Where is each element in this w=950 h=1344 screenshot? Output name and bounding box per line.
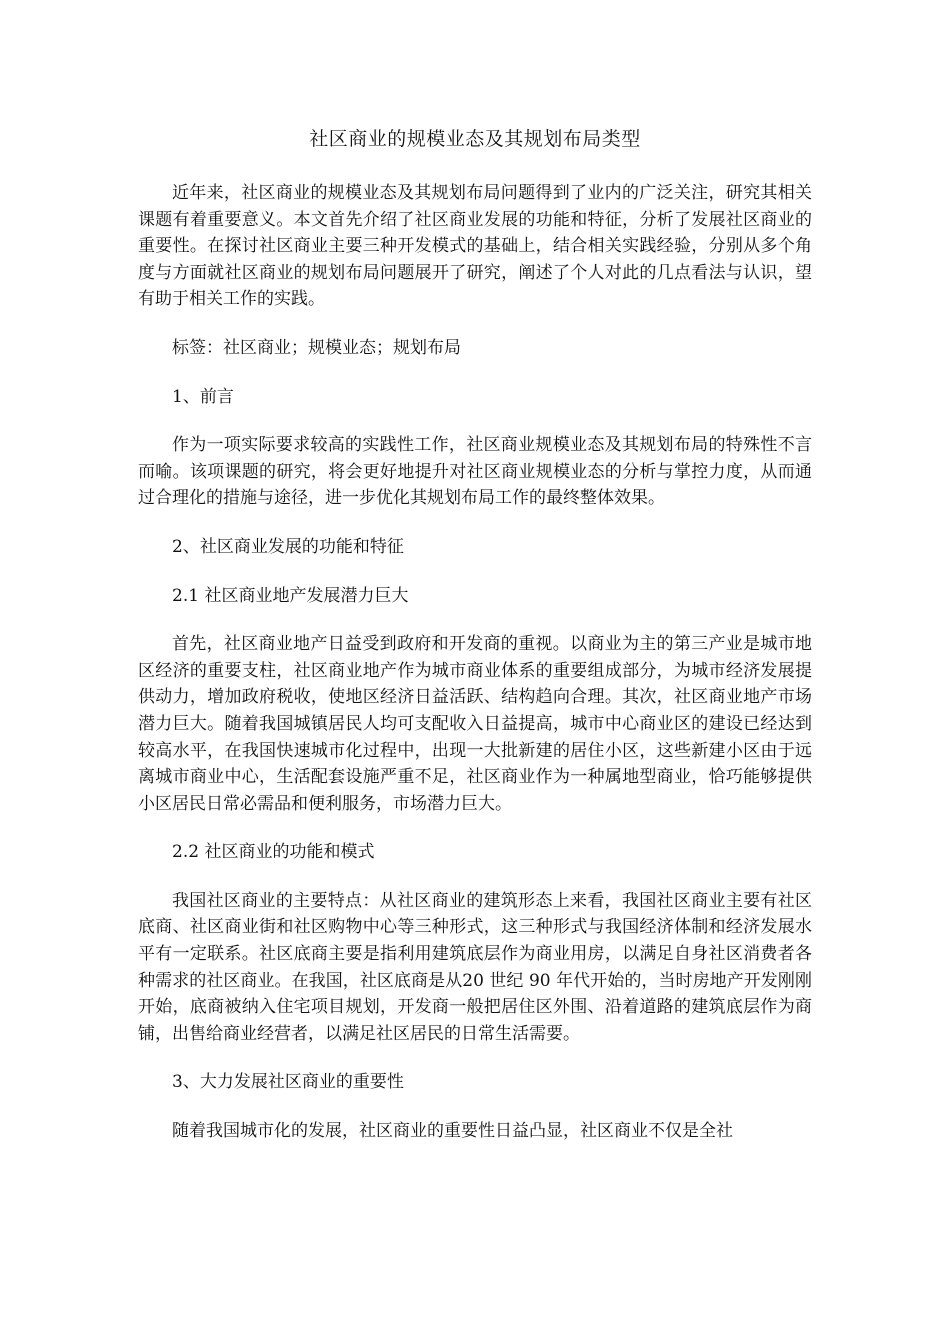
- subsection-paragraph-2-2: 我国社区商业的主要特点：从社区商业的建筑形态上来看，我国社区商业主要有社区底商、社区商业街和社区购物中心等三种形式，这三种形式与我国经济体制和经济发展水平有一定联系。社区底商主要是指利用建筑底层作为商业用房，以满足自身社区消费者各种需求的社区商业。在我国，社区底商是从20 世纪 90 年代开始的，当时房地产开发刚刚开始，底商被纳入住宅项目规划，开发商一般把居住区外围、沿着道路的建筑底层作为商铺，出售给商业经营者，以满足社区居民的日常生活需要。: [138, 890, 812, 1044]
- section-heading-3: 3、大力发展社区商业的重要性: [172, 1072, 404, 1093]
- abstract-paragraph: 近年来，社区商业的规模业态及其规划布局问题得到了业内的广泛关注，研究其相关课题有着重要意义。本文首先介绍了社区商业发展的功能和特征，分析了发展社区商业的重要性。在探讨社区商业主要三种开发模式的基础上，结合相关实践经验，分别从多个角度与方面就社区商业的规划布局问题展开了研究，阐述了个人对此的几点看法与认识，望有助于相关工作的实践。: [138, 183, 812, 310]
- section-heading-2: 2、社区商业发展的功能和特征: [172, 536, 404, 557]
- section-heading-1: 1、前言: [172, 386, 234, 407]
- subsection-paragraph-2-1: 首先，社区商业地产日益受到政府和开发商的重视。以商业为主的第三产业是城市地区经济的重要支柱，社区商业地产作为城市商业体系的重要组成部分，为城市经济发展提供动力，增加政府税收，使地区经济日益活跃、结构趋向合理。其次，社区商业地产市场潜力巨大。随着我国城镇居民人均可支配收入日益提高，城市中心商业区的建设已经达到较高水平，在我国快速城市化过程中，出现一大批新建的居住小区，这些新建小区由于远离城市商业中心，生活配套设施严重不足，社区商业作为一种属地型商业，恰巧能够提供小区居民日常必需品和便利服务，市场潜力巨大。: [138, 634, 812, 814]
- keywords-line: 标签：社区商业；规模业态；规划布局: [172, 337, 461, 358]
- document-title: 社区商业的规模业态及其规划布局类型: [309, 128, 641, 150]
- subsection-heading-2-1: 2.1 社区商业地产发展潜力巨大: [172, 585, 409, 606]
- section-paragraph-3: 随着我国城市化的发展，社区商业的重要性日益凸显，社区商业不仅是全社: [172, 1121, 733, 1142]
- subsection-heading-2-2: 2.2 社区商业的功能和模式: [172, 842, 375, 863]
- document-body: [138, 180, 812, 1167]
- section-paragraph-1: 作为一项实际要求较高的实践性工作，社区商业规模业态及其规划布局的特殊性不言而喻。该项课题的研究，将会更好地提升对社区商业规模业态的分析与掌控力度，从而通过合理化的措施与途径，进一步优化其规划布局工作的最终整体效果。: [138, 435, 812, 509]
